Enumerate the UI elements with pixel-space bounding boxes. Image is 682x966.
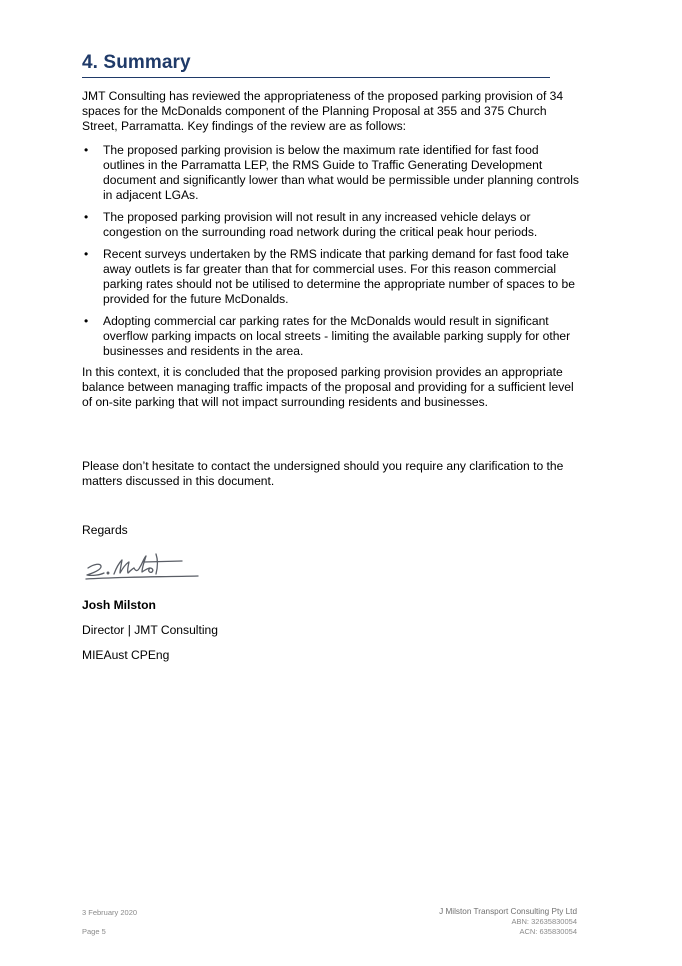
footer-company-block (439, 907, 577, 937)
findings-list (82, 143, 582, 359)
footer-abn: ABN: 32635830054 (511, 917, 577, 926)
finding-item (82, 247, 582, 307)
finding-text: Adopting commercial car parking rates for the McDonalds would result in significant overflow parking impacts on local streets - limiting the available parking supply for other businesses and residents in the area. (103, 314, 571, 358)
section-heading: 4. Summary (82, 52, 191, 73)
finding-item (82, 314, 582, 359)
footer-acn: ACN: 635830054 (519, 927, 577, 936)
finding-text: The proposed parking provision is below the maximum rate identified for fast food outlines in the Parramatta LEP, the RMS Guide to Traffic Generating Development document and significantly lower than what would be permissible under planning controls in adjacent LGAs. (103, 143, 579, 202)
bullet-icon: • (84, 314, 89, 328)
bullet-icon: • (84, 143, 89, 157)
finding-item (82, 143, 582, 203)
closing-text: Regards (82, 523, 128, 537)
finding-item (82, 210, 582, 240)
heading-underline (82, 77, 550, 78)
conclusion-paragraph: In this context, it is concluded that the proposed parking provision provides an appropriate balance between managing traffic impacts of the proposal and providing for a sufficient level of on-site parking that will not impact surrounding residents and businesses. (82, 365, 574, 409)
bullet-icon: • (84, 210, 89, 224)
signatory-title: Director | JMT Consulting (82, 623, 218, 637)
signatory-credentials: MIEAust CPEng (82, 648, 170, 662)
intro-paragraph: JMT Consulting has reviewed the appropriateness of the proposed parking provision of 34 spaces for the McDonalds component of the Planning Proposal at 355 and 375 Church Street, Parramatta. Key findings of the review are as follows: (82, 89, 564, 133)
signatory-name: Josh Milston (82, 598, 156, 612)
footer-company-name: J Milston Transport Consulting Pty Ltd (439, 907, 577, 916)
footer-date: 3 February 2020 (82, 908, 138, 917)
finding-text: Recent surveys undertaken by the RMS indicate that parking demand for fast food take away outlets is far greater than that for commercial uses. For this reason commercial parking rates should not be utilised to determine the appropriate number of spaces to be provided for the future McDonalds. (103, 247, 575, 306)
bullet-icon: • (84, 247, 89, 261)
signature-image (84, 546, 202, 582)
footer-page-number: Page 5 (82, 927, 106, 936)
finding-text: The proposed parking provision will not result in any increased vehicle delays or congestion on the surrounding road network during the critical peak hour periods. (103, 210, 538, 239)
contact-paragraph: Please don’t hesitate to contact the undersigned should you require any clarification to the matters discussed in this document. (82, 459, 564, 488)
